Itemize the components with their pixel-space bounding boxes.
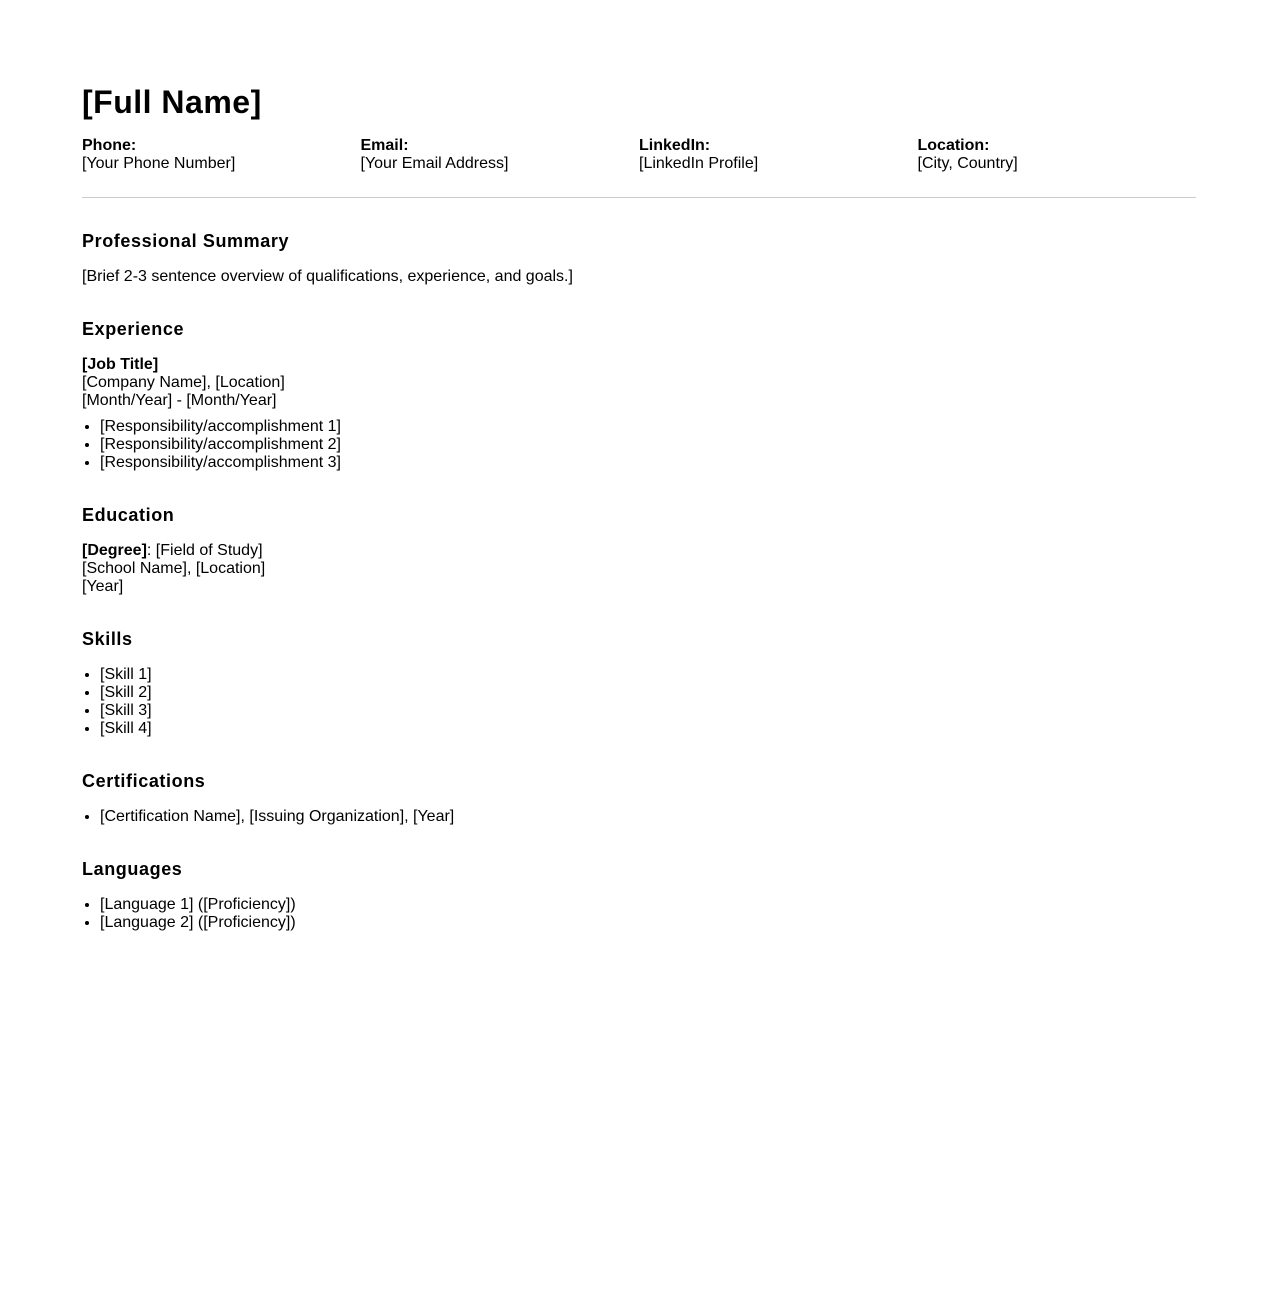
summary-section	[82, 230, 1196, 286]
responsibility-list	[82, 418, 1196, 472]
graduation-year: [Year]	[82, 578, 124, 595]
languages-list	[82, 896, 1196, 932]
list-item: • [Skill 2]	[100, 684, 1196, 702]
list-item: • [Skill 4]	[100, 720, 1196, 738]
contact-location-label: Location:	[917, 137, 990, 154]
list-item: • [Skill 1]	[100, 666, 1196, 684]
list-item: • [Certification Name], [Issuing Organization], [Year]	[100, 808, 1196, 826]
contact-email	[361, 137, 640, 173]
contact-phone-label: Phone:	[82, 137, 137, 154]
certifications-title: Certifications	[82, 771, 206, 791]
header-divider	[82, 197, 1196, 198]
contact-email-label: Email:	[360, 137, 409, 154]
degree-line	[82, 542, 1196, 560]
contact-linkedin-value: [LinkedIn Profile]	[639, 155, 759, 172]
job-dates: [Month/Year] - [Month/Year]	[82, 392, 277, 409]
contact-phone-value: [Your Phone Number]	[82, 155, 236, 172]
field-of-study: : [Field of Study]	[146, 542, 263, 559]
full-name-heading: [Full Name]	[82, 84, 262, 120]
contact-info	[82, 137, 1196, 173]
certifications-section	[82, 770, 1196, 826]
list-item: • [Responsibility/accomplishment 1]	[100, 418, 1196, 436]
company-location: [Company Name], [Location]	[82, 374, 285, 391]
degree-name: [Degree]	[82, 542, 147, 559]
summary-title: Professional Summary	[82, 231, 290, 251]
education-entry	[82, 542, 1196, 596]
list-item: • [Language 1] ([Proficiency])	[100, 896, 1196, 914]
list-item: • [Language 2] ([Proficiency])	[100, 914, 1196, 932]
skills-title: Skills	[82, 629, 133, 649]
contact-location	[918, 137, 1197, 173]
contact-phone	[82, 137, 361, 173]
experience-entry	[82, 356, 1196, 472]
contact-location-value: [City, Country]	[917, 155, 1018, 172]
certifications-list	[82, 808, 1196, 826]
education-section	[82, 504, 1196, 596]
experience-title: Experience	[82, 319, 185, 339]
languages-section	[82, 858, 1196, 932]
skills-list	[82, 666, 1196, 738]
summary-text: [Brief 2-3 sentence overview of qualifications, experience, and goals.]	[82, 268, 573, 285]
list-item: • [Skill 3]	[100, 702, 1196, 720]
school-location: [School Name], [Location]	[82, 560, 266, 577]
contact-linkedin-label: LinkedIn:	[639, 137, 711, 154]
languages-title: Languages	[82, 859, 183, 879]
skills-section	[82, 628, 1196, 738]
experience-section	[82, 318, 1196, 472]
contact-linkedin	[639, 137, 918, 173]
list-item: • [Responsibility/accomplishment 2]	[100, 436, 1196, 454]
list-item: • [Responsibility/accomplishment 3]	[100, 454, 1196, 472]
job-title: [Job Title]	[82, 356, 159, 373]
education-title: Education	[82, 505, 175, 525]
contact-email-value: [Your Email Address]	[360, 155, 509, 172]
